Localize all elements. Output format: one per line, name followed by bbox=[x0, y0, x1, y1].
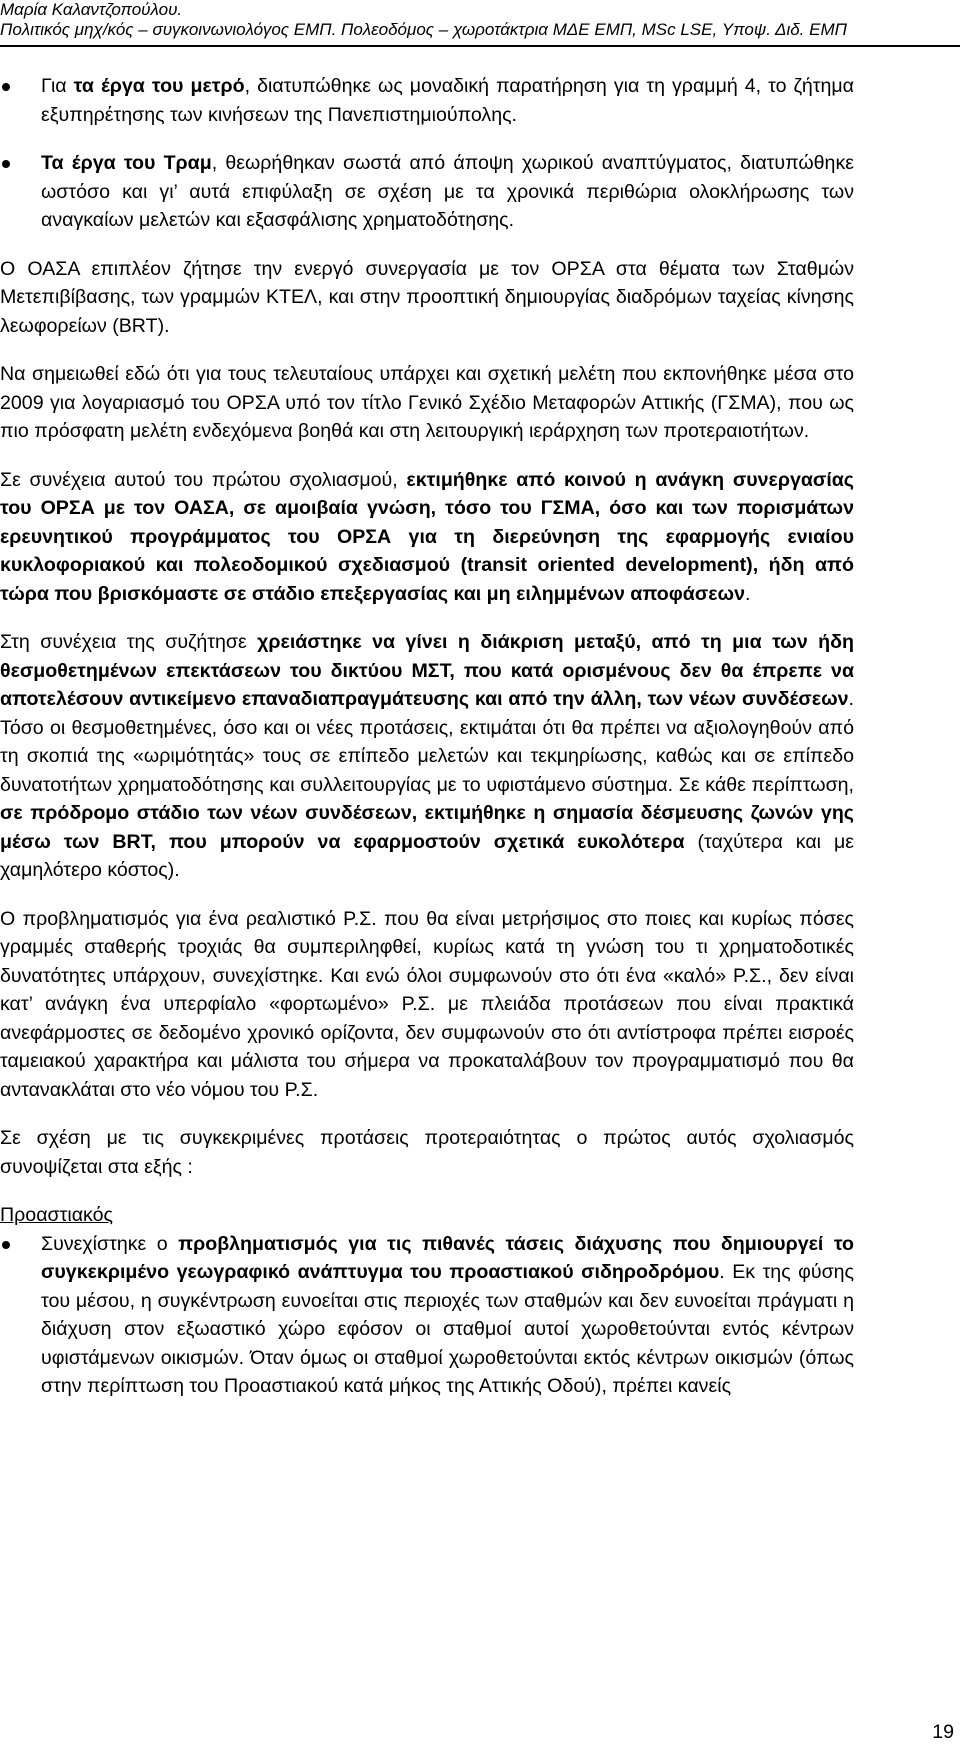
tram-emphasis: Τα έργα του Τραμ bbox=[41, 152, 212, 174]
bullet-suburban: Συνεχίστηκε ο προβληματισμός για τις πιθανές τάσεις διάχυσης που δημιουργεί το συγκεκριμένο γεωγραφικό ανάπτυγμα του προαστιακού σιδηροδρόμου. Εκ της φύσης του μέσου, η συγκέντρωση ευνοείται στις περιοχές των σταθμών και δεν ευνοείται πράγματι η διάχυση στον εξωαστικό χώρο εφόσον οι σταθμοί αυτοί χωροθετούνται εντός κέντρων υφιστάμενων οικισμών. Όταν όμως οι σταθμοί χωροθετούνται εκτός κέντρων οικισμών (όπως στην περίπτωση του Προαστιακού κατά μήκος της Αττικής Οδού), πρέπει κανείς bbox=[0, 1230, 854, 1401]
paragraph-gsma-note: Να σημειωθεί εδώ ότι για τους τελευταίους υπάρχει και σχετική μελέτη που εκπονήθηκε μέσα στο 2009 για λογαριασμό του ΟΡΣΑ υπό τον τίτλο Γενικό Σχέδιο Μεταφορών Αττικής (ΓΣΜΑ), που ως πιο πρόσφατη μελέτη ενδεχόμενα βοηθά και στη λειτουργική ιεράρχηση των προτεραιοτήτων. bbox=[0, 363, 854, 442]
section-heading-suburban: Προαστιακός bbox=[0, 1204, 113, 1226]
page-number: 19 bbox=[932, 1721, 954, 1743]
header-author: Μαρία Καλαντζοπούλου. bbox=[0, 0, 183, 19]
paragraph-cooperation: Σε συνέχεια αυτού του πρώτου σχολιασμού, εκτιμήθηκε από κοινού η ανάγκη συνεργασίας του ΟΡΣΑ με τον ΟΑΣΑ, σε αμοιβαία γνώση, τόσο του ΓΣΜΑ, όσο και των πορισμάτων ερευνητικού προγράμματος του ΟΡΣΑ για τη διερεύνηση της εφαρμογής ενιαίου κυκλοφοριακού και πολεοδομικού σχεδιασμού (transit oriented development), ήδη από τώρα που βρισκόμαστε σε στάδιο επεξεργασίας και μη ειλημμένων αποφάσεων. bbox=[0, 468, 854, 605]
metro-emphasis: τα έργα του μετρό bbox=[73, 75, 245, 97]
header-rule bbox=[0, 45, 960, 47]
paragraph-distinction: Στη συνέχεια της συζήτησε χρειάστηκε να γίνει η διάκριση μεταξύ, από τη μια των ήδη θεσμοθετημένων επεκτάσεων του δικτύου ΜΣΤ, που κατά ορισμένους δεν θα έπρεπε να αποτελέσουν αντικείμενο επαναδιαπραγμάτευσης και από την άλλη, των νέων συνδέσεων. Τόσο οι θεσμοθετημένες, όσο και οι νέες προτάσεις, εκτιμάται ότι θα πρέπει να αξιολογηθούν από τη σκοπιά της «ωριμότητάς» τους σε επίπεδο μελετών και τεκμηρίωσης, καθώς και σε επίπεδο δυνατοτήτων χρηματοδότησης και συλλειτουργίας με το υφιστάμενο σύστημα. Σε κάθε περίπτωση, σε πρόδρομο στάδιο των νέων συνδέσεων, εκτιμήθηκε η σημασία δέσμευσης ζωνών γης μέσω των BRT, που μπορούν να εφαρμοστούν σχετικά ευκολότερα (ταχύτερα και με χαμηλότερο κόστος). bbox=[0, 631, 855, 881]
paragraph-oasa: Ο ΟΑΣΑ επιπλέον ζήτησε την ενεργό συνεργασία με τον ΟΡΣΑ στα θέματα των Σταθμών Μετεπιβίβασης, των γραμμών ΚΤΕΛ, και στην προοπτική δημιουργίας διαδρόμων ταχείας κίνησης λεωφορείων (BRT). bbox=[0, 257, 854, 337]
paragraph-specific-proposals: Σε σχέση με τις συγκεκριμένες προτάσεις προτεραιότητας ο πρώτος αυτός σχολιασμός συνοψίζεται στα εξής : bbox=[0, 1127, 854, 1178]
bullet-tram: Τα έργα του Τραμ, θεωρήθηκαν σωστά από άποψη χωρικού αναπτύγματος, διατυπώθηκε ωστόσο και γι’ αυτά επιφύλαξη σε σχέση με τα χρονικά περιθώρια ολοκλήρωσης των αναγκαίων μελετών και εξασφάλισης χρηματοδότησης. bbox=[0, 149, 854, 235]
bullet-metro: Για τα έργα του μετρό, διατυπώθηκε ως μοναδική παρατήρηση για τη γραμμή 4, το ζήτημα εξυπηρέτησης των κινήσεων της Πανεπιστημιούπολης. bbox=[0, 72, 854, 129]
document-body bbox=[0, 72, 854, 1401]
bullet-icon bbox=[2, 83, 10, 91]
paragraph-realistic-plan: Ο προβληματισμός για ένα ρεαλιστικό Ρ.Σ. που θα είναι μετρήσιμος στο ποιες και κυρίως πόσες γραμμές σταθερής τροχιάς θα συμπεριληφθεί, κυρίως κατά τη γνώση του τι χρηματοδοτικές δυνατότητες υπάρχουν, συνεχίστηκε. Και ενώ όλοι συμφωνούν στο ότι ένα «καλό» Ρ.Σ., δεν είναι κατ’ ανάγκη ένα υπερφίαλο «φορτωμένο» Ρ.Σ. με πλειάδα προτάσεων που είναι πρακτικά ανεφάρμοστες σε δεδομένο χρονικό ορίζοντα, δεν συμφωνούν στο ότι αντίστροφα πρέπει εισροές ταμειακού χαρακτήρα και μάλιστα του σήμερα να προκαταλάβουν τον προγραμματισμό που θα αντανακλάται στο νέο νόμου του Ρ.Σ. bbox=[0, 907, 854, 1101]
header-affiliation: Πολιτικός μηχ/κός – συγκοινωνιολόγος ΕΜΠ. Πολεοδόμος – χωροτάκτρια ΜΔΕ ΕΜΠ, MSc LSE, Υποψ. Διδ. ΕΜΠ bbox=[0, 20, 847, 39]
bullet-icon bbox=[2, 160, 10, 168]
bullet-icon bbox=[2, 1241, 10, 1249]
